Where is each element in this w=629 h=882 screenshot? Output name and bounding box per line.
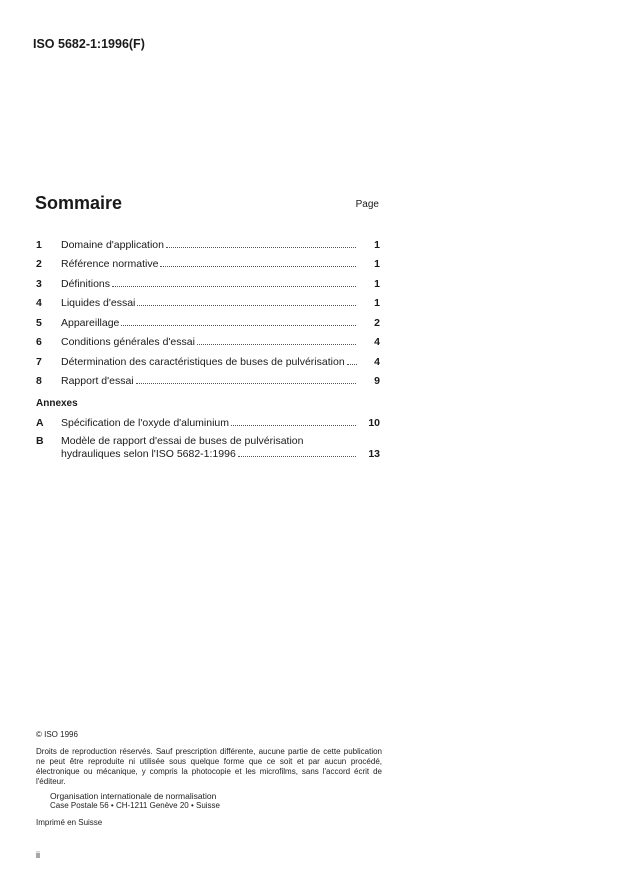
toc-annex-b[interactable] bbox=[36, 429, 380, 460]
toc-entry-number: 1 bbox=[36, 238, 42, 251]
leader-dots bbox=[137, 305, 356, 306]
toc-entry-1[interactable] bbox=[36, 231, 380, 251]
toc-entry-page: 10 bbox=[368, 416, 380, 429]
toc-entry-6[interactable] bbox=[36, 329, 380, 349]
toc-page-label: Page bbox=[355, 199, 379, 210]
toc-entry-label: Domaine d'application bbox=[61, 238, 164, 251]
toc-entry-2[interactable] bbox=[36, 251, 380, 271]
toc-entry-page: 1 bbox=[374, 238, 380, 251]
leader-dots bbox=[231, 425, 356, 426]
page-number: ii bbox=[36, 850, 40, 860]
toc-entry-8[interactable] bbox=[36, 368, 380, 388]
toc-entry-label: Conditions générales d'essai bbox=[61, 336, 195, 348]
toc-entry-3[interactable] bbox=[36, 270, 380, 290]
publisher-address: Case Postale 56 • CH-1211 Genève 20 • Suisse bbox=[50, 801, 220, 810]
toc-entry-page: 1 bbox=[374, 277, 380, 290]
leader-dots bbox=[238, 456, 356, 457]
leader-dots bbox=[112, 286, 356, 287]
toc-entry-number: 3 bbox=[36, 277, 42, 290]
document-id: ISO 5682-1:1996(F) bbox=[33, 37, 145, 51]
toc-entry-number: 8 bbox=[36, 375, 42, 387]
publisher-info bbox=[36, 791, 382, 811]
copyright-line: © ISO 1996 bbox=[36, 730, 78, 739]
toc-entry-number: A bbox=[36, 416, 44, 429]
toc-entry-page: 1 bbox=[374, 258, 380, 270]
toc-header bbox=[35, 193, 379, 214]
toc-entry-page: 9 bbox=[374, 375, 380, 387]
leader-dots bbox=[197, 344, 356, 345]
toc-entry-5[interactable] bbox=[36, 309, 380, 329]
toc-entry-label: Liquides d'essai bbox=[61, 297, 136, 309]
toc-annex-a[interactable] bbox=[36, 409, 380, 429]
toc-entry-number: 4 bbox=[36, 297, 42, 309]
toc-entry-page: 2 bbox=[374, 316, 380, 329]
toc-entry-label: Détermination des caractéristiques de buses de pulvérisation bbox=[61, 355, 345, 368]
toc-entry-page: 4 bbox=[374, 355, 380, 368]
copyright-block bbox=[36, 730, 382, 828]
leader-dots bbox=[121, 325, 356, 326]
toc-entry-label: Référence normative bbox=[61, 258, 159, 270]
leader-dots bbox=[160, 266, 356, 267]
toc-entry-label-line2: hydrauliques selon l'ISO 5682-1:1996 bbox=[61, 447, 236, 460]
annexes-heading: Annexes bbox=[36, 398, 78, 409]
toc-entry-page: 1 bbox=[374, 297, 380, 309]
toc-entry-4[interactable] bbox=[36, 290, 380, 310]
toc-entry-number: 7 bbox=[36, 355, 42, 368]
leader-dots bbox=[136, 383, 356, 384]
toc-entry-label: Définitions bbox=[61, 277, 111, 290]
toc-entry-label: Spécification de l'oxyde d'aluminium bbox=[61, 416, 230, 429]
toc-entry-number: 2 bbox=[36, 258, 42, 270]
toc-entry-label: Rapport d'essai bbox=[61, 375, 134, 387]
toc-entry-label-line1: Modèle de rapport d'essai de buses de pulvérisation bbox=[61, 434, 304, 447]
leader-dots bbox=[347, 364, 357, 365]
publisher-name: Organisation internationale de normalisation bbox=[50, 791, 217, 801]
toc-entry-page: 4 bbox=[374, 336, 380, 348]
toc-entry-7[interactable] bbox=[36, 348, 380, 368]
rights-notice: Droits de reproduction réservés. Sauf prescription différente, aucune partie de cette publication ne peut être reproduite ni utilisée sous quelque forme que ce soit et par aucun procédé, électronique ou mécanique, y compris la photocopie et les microfilms, sans l'accord écrit de l'éditeur. bbox=[36, 747, 382, 786]
printed-in: Imprimé en Suisse bbox=[36, 818, 103, 827]
toc-title: Sommaire bbox=[35, 193, 123, 213]
toc-entry-number: 5 bbox=[36, 316, 42, 329]
toc-entry-label: Appareillage bbox=[61, 316, 120, 329]
toc-entry-page: 13 bbox=[368, 447, 380, 460]
toc-entry-number: B bbox=[36, 434, 44, 447]
table-of-contents bbox=[36, 231, 380, 460]
leader-dots bbox=[166, 247, 356, 248]
toc-entry-number: 6 bbox=[36, 336, 42, 348]
